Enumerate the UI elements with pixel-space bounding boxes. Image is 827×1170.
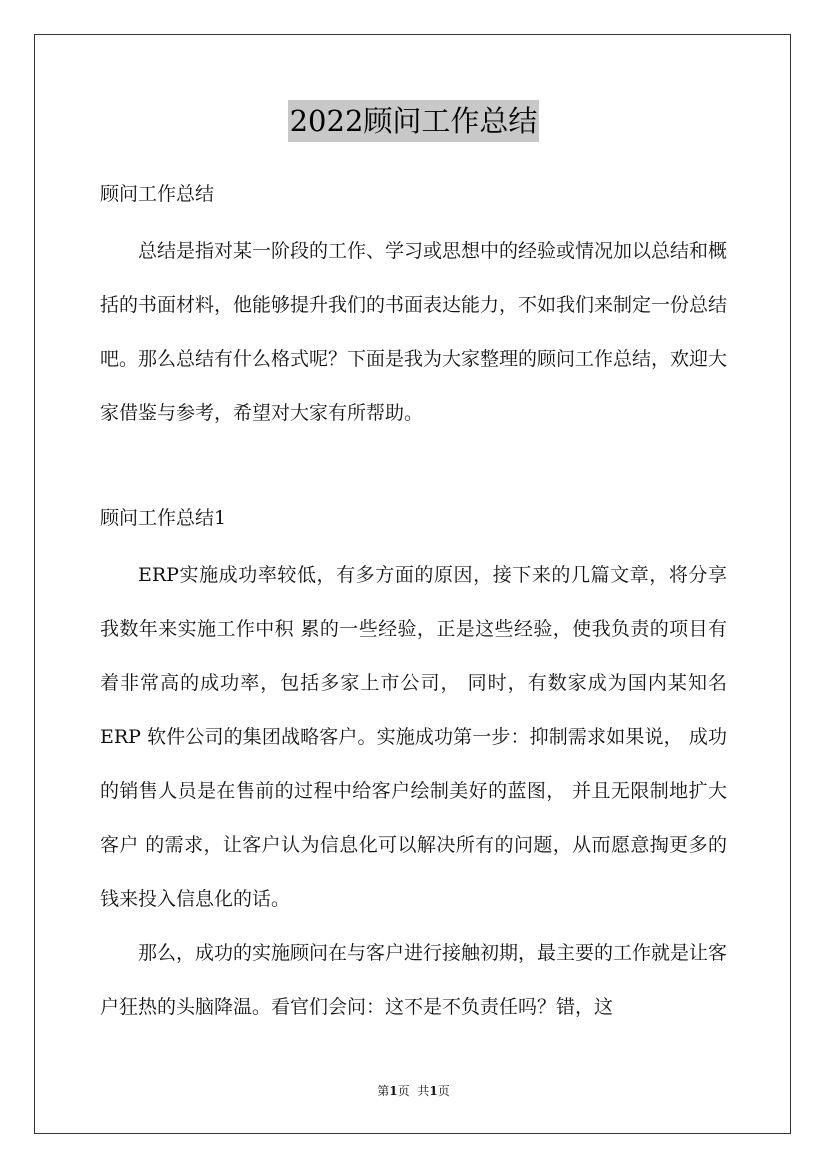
section1-paragraph-2: 那么，成功的实施顾问在与客户进行接触初期，最主要的工作就是让客户狂热的头脑降温。看官们会问：这不是不负责任吗？错，这 [100, 942, 728, 1018]
title-container [0, 100, 827, 142]
section1-paragraph-1: ERP实施成功率较低，有多方面的原因，接下来的几篇文章，将分享我数年来实施工作中积 累的一些经验，正是这些经验，使我负责的项目有着非常高的成功率，包括多家上市公司， 同时，有数家成为国内某知名 ERP 软件公司的集团战略客户。实施成功第一步：抑制需求如果说， 成功的销售人员是在售前的过程中给客户绘制美好的蓝图， 并且无限制地扩大客户 的需求，让客户认为信息化可以解决所有的问题，从而愿意掏更多的钱来投入信息化的话。 [100, 564, 727, 910]
footer-total-prefix: 共 [417, 1084, 430, 1098]
section1-heading: 顾问工作总结1 [100, 507, 227, 529]
page-footer [0, 1082, 827, 1100]
intro-paragraph: 总结是指对某一阶段的工作、学习或思想中的经验或情况加以总结和概括的书面材料，他能够提升我们的书面表达能力，不如我们来制定一份总结吧。那么总结有什么格式呢？下面是我为大家整理的顾问工作总结，欢迎大家借鉴与参考，希望对大家有所帮助。 [100, 240, 728, 424]
footer-total-suffix: 页 [437, 1084, 450, 1098]
footer-page-prefix: 第 [377, 1084, 390, 1098]
footer-page-suffix: 页 [397, 1084, 410, 1098]
intro-heading: 顾问工作总结 [100, 183, 215, 205]
footer-page-current: 1 [389, 1084, 398, 1098]
document-title: 2022顾问工作总结 [288, 100, 540, 142]
footer-page-total: 1 [429, 1084, 438, 1098]
document-body [100, 174, 727, 1034]
